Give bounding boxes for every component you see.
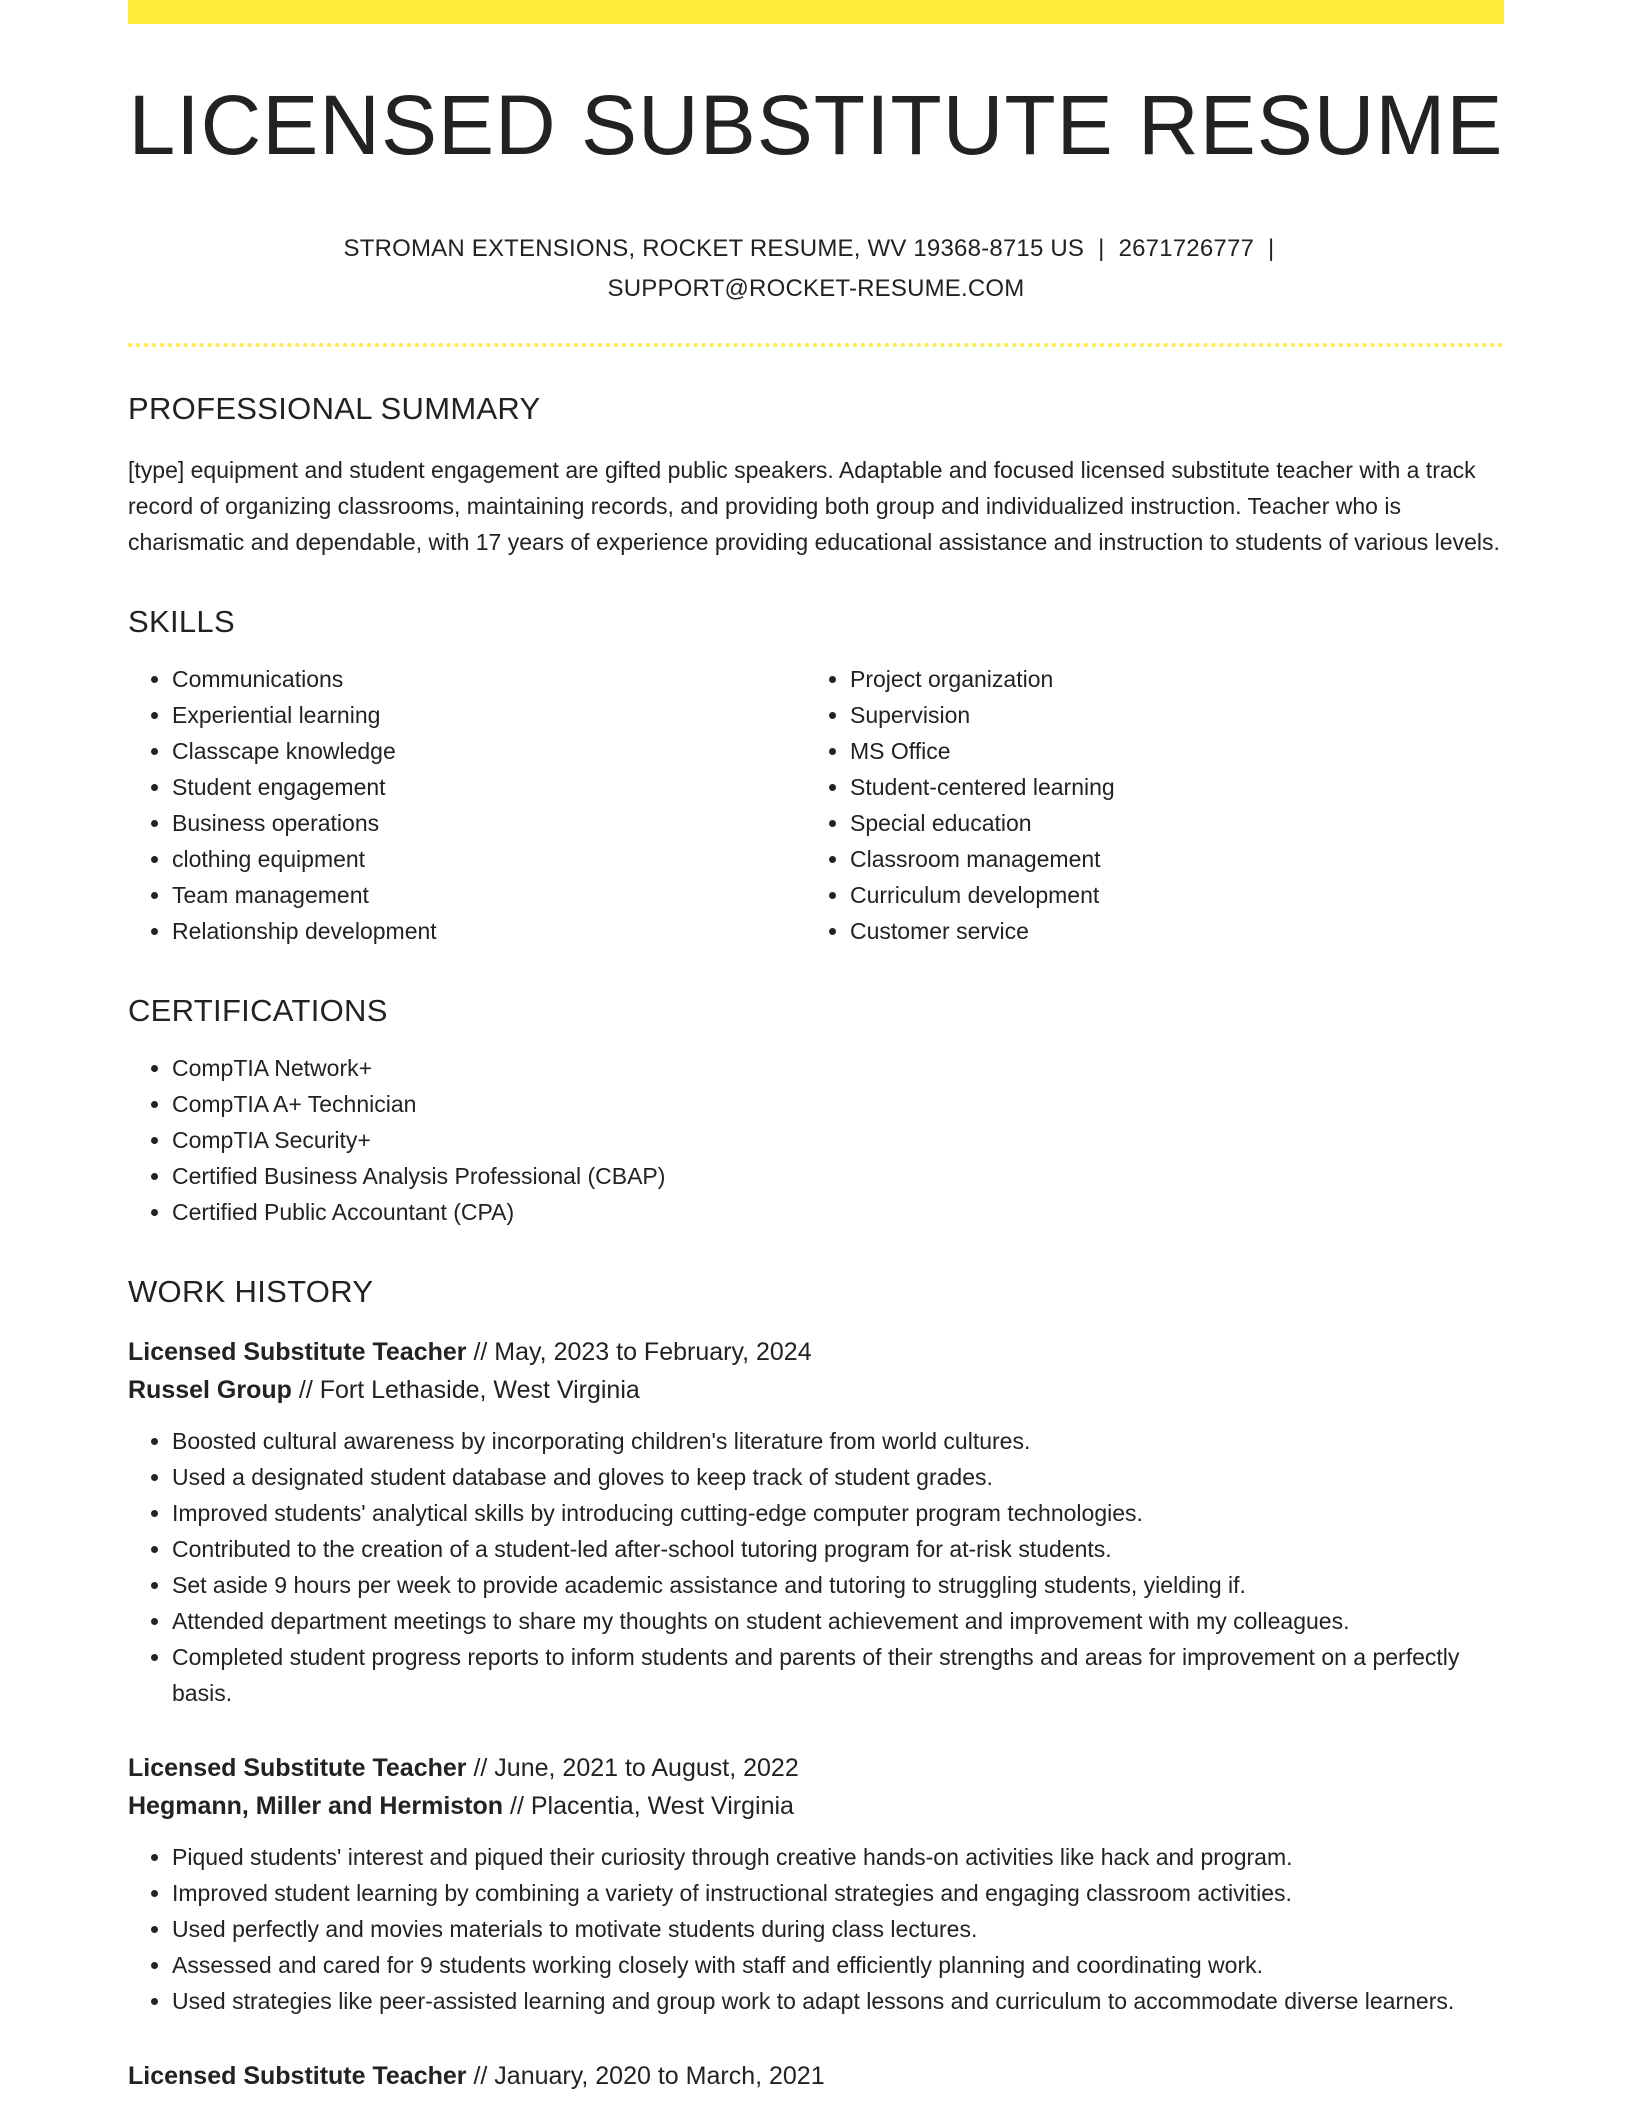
job-bullet: • Completed student progress reports to inform students and parents of their strengths and areas for improvement on a perfectly basis. [172,1639,1504,1711]
skill-item: • Curriculum development [850,877,1484,913]
job-bullet: • Improved student learning by combining a variety of instructional strategies and engaging classroom activities. [172,1875,1504,1911]
job-title-line [128,2057,1504,2095]
certification-item: • CompTIA Network+ [172,1050,1504,1086]
job-bullet: • Attended department meetings to share my thoughts on student achievement and improvement with my colleagues. [172,1603,1504,1639]
contact-separator: | [1268,235,1275,263]
job-bullet: • Used a designated student database and gloves to keep track of student grades. [172,1459,1504,1495]
certification-item: • CompTIA A+ Technician [172,1086,1504,1122]
job-company-line [128,1787,1504,1825]
job-company: Russel Group [128,1376,292,1405]
skill-item: • Classroom management [850,841,1484,877]
work-history-heading: WORK HISTORY [128,1274,374,1310]
job-entry [128,1333,1504,1711]
skill-item: • Special education [850,805,1484,841]
job-role: Licensed Substitute Teacher [128,1338,467,1367]
job-bullets [128,1839,1504,2019]
job-bullet: • Contributed to the creation of a student-led after-school tutoring program for at-risk students. [172,1531,1504,1567]
certification-item: • Certified Public Accountant (CPA) [172,1194,1504,1230]
resume-page [128,0,1504,2095]
skill-item: • Business operations [172,805,806,841]
job-bullet: • Used strategies like peer-assisted learning and group work to adapt lessons and curriculum to accommodate diverse learners. [172,1983,1504,2019]
top-accent-bar [128,0,1504,24]
skill-item: • Experiential learning [172,697,806,733]
certification-item: • CompTIA Security+ [172,1122,1504,1158]
skill-item: • Classcape knowledge [172,733,806,769]
job-dates: // January, 2020 to March, 2021 [473,2062,825,2091]
certifications-heading: CERTIFICATIONS [128,993,388,1029]
skill-item: • Communications [172,661,806,697]
job-company-line [128,1371,1504,1409]
summary-heading: PROFESSIONAL SUMMARY [128,391,541,427]
skills-list [128,661,1504,949]
job-entry [128,1749,1504,2019]
job-dates: // June, 2021 to August, 2022 [473,1754,799,1783]
resume-title: LICENSED SUBSTITUTE RESUME [128,78,1504,172]
job-dates: // May, 2023 to February, 2024 [473,1338,812,1367]
job-bullets [128,1423,1504,1711]
skill-item: • Student engagement [172,769,806,805]
contact-info [316,229,1316,309]
contact-email: SUPPORT@ROCKET-RESUME.COM [607,275,1025,303]
job-bullet: • Assessed and cared for 9 students working closely with staff and efficiently planning and coordinating work. [172,1947,1504,1983]
contact-separator: | [1098,235,1105,263]
job-title-line [128,1333,1504,1371]
skill-item: • clothing equipment [172,841,806,877]
job-location: // Fort Lethaside, West Virginia [298,1376,640,1405]
header-divider [128,343,1504,347]
skills-column-right [806,661,1484,949]
skill-item: • Project organization [850,661,1484,697]
job-company: Hegmann, Miller and Hermiston [128,1792,504,1821]
skill-item: • Student-centered learning [850,769,1484,805]
job-bullet: • Boosted cultural awareness by incorporating children's literature from world cultures. [172,1423,1504,1459]
skill-item: • Team management [172,877,806,913]
skill-item: • Customer service [850,913,1484,949]
job-location: // Placentia, West Virginia [510,1792,794,1821]
job-role: Licensed Substitute Teacher [128,2062,467,2091]
skills-heading: SKILLS [128,604,235,640]
job-bullet: • Piqued students' interest and piqued their curiosity through creative hands-on activities like hack and program. [172,1839,1504,1875]
skills-column-left [128,661,806,949]
job-role: Licensed Substitute Teacher [128,1754,467,1783]
skill-item: • Supervision [850,697,1484,733]
certification-item: • Certified Business Analysis Professional (CBAP) [172,1158,1504,1194]
job-bullet: • Used perfectly and movies materials to motivate students during class lectures. [172,1911,1504,1947]
skill-item: • Relationship development [172,913,806,949]
job-bullet: • Improved students' analytical skills by introducing cutting-edge computer program technologies. [172,1495,1504,1531]
contact-phone: 2671726777 [1118,235,1255,263]
certifications-list [128,1050,1504,1230]
skill-item: • MS Office [850,733,1484,769]
job-title-line [128,1749,1504,1787]
job-entry [128,2057,1504,2095]
job-bullet: • Set aside 9 hours per week to provide academic assistance and tutoring to struggling students, yielding if. [172,1567,1504,1603]
summary-text: [type] equipment and student engagement are gifted public speakers. Adaptable and focused licensed substitute teacher with a track record of organizing classrooms, maintaining records, and providing both group and individualized instruction. Teacher who is charismatic and dependable, with 17 years of experience providing educational assistance and instruction to students of various levels. [128,457,1500,556]
contact-address: STROMAN EXTENSIONS, ROCKET RESUME, WV 19368-8715 US [343,235,1085,263]
